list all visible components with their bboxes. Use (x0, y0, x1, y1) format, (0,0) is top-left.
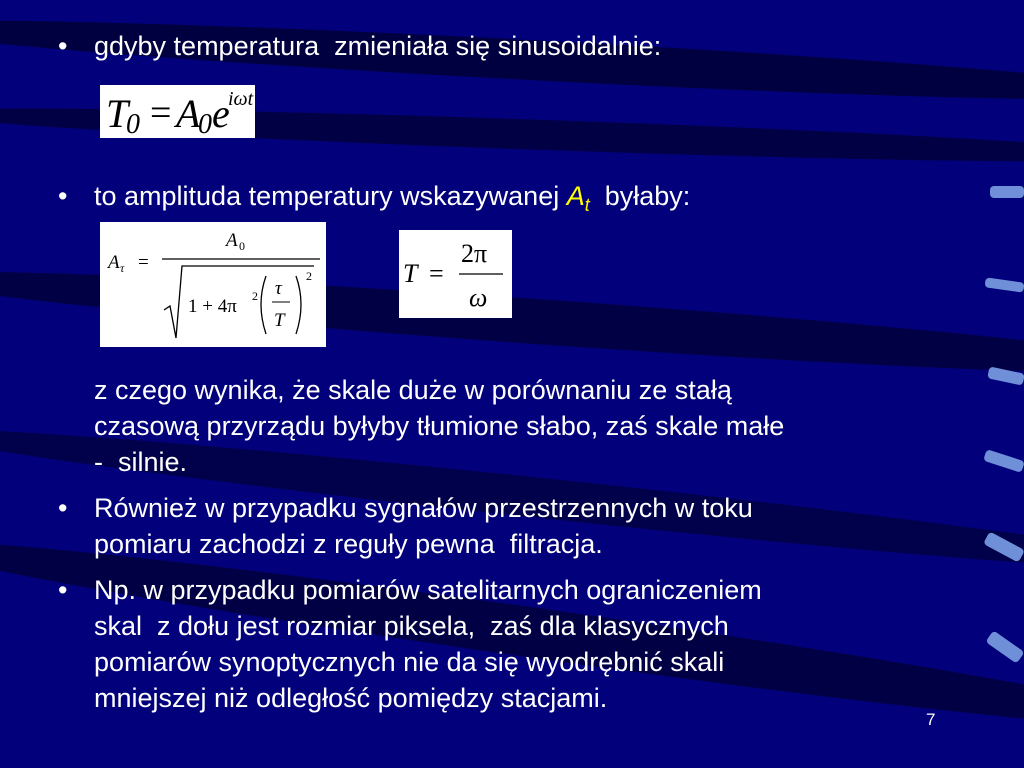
bullet-3-line: Również w przypadku sygnałów przestrzennych w toku (94, 493, 753, 523)
slide-number: 7 (926, 710, 936, 729)
bullet-4-line: mniejszej niż odległość pomiędzy stacjami. (94, 683, 608, 713)
formula-period (399, 230, 512, 318)
bullet-2-before: to amplituda temperatury wskazywanej (94, 181, 567, 211)
bullet-4-line: skal z dołu jest rozmiar piksela, zaś dla klasycznych (94, 611, 729, 641)
svg-text:0: 0 (239, 239, 245, 253)
bullet-marker: • (58, 31, 68, 61)
formula-amplitude (100, 222, 326, 347)
svg-text:ω: ω (469, 283, 488, 312)
bullet-1-text: gdyby temperatura zmieniała się sinusoidalnie: (94, 31, 662, 61)
svg-text:2: 2 (252, 289, 258, 303)
formula-1-graphic (100, 85, 255, 138)
formula-sinusoidal-temperature (100, 85, 255, 138)
paragraph-line: z czego wynika, że skale duże w porównaniu ze stałą (94, 375, 732, 405)
f1-eq: = (150, 92, 172, 134)
bullet-4-line: pomiarów synoptycznych nie da się wyodrębnić skali (94, 647, 725, 677)
svg-text:T: T (403, 259, 418, 288)
svg-text:=: = (138, 252, 149, 273)
formula-3-graphic (399, 230, 512, 318)
svg-text:2π: 2π (461, 239, 488, 268)
svg-text:e: e (212, 91, 230, 136)
background-accent (990, 186, 1024, 198)
f1-T: T (106, 91, 129, 136)
svg-text:T: T (274, 310, 285, 331)
svg-text:A: A (226, 230, 238, 251)
bullet-marker: • (58, 181, 68, 211)
bullet-4-line: Np. w przypadku pomiarów satelitarnych ograniczeniem (94, 575, 762, 605)
svg-text:τ: τ (120, 261, 125, 275)
background-accent (984, 277, 1024, 292)
svg-text:1 + 4π: 1 + 4π (188, 296, 237, 317)
f1-A: A (176, 91, 201, 136)
bullet-2-text (94, 180, 690, 221)
paragraph-line: czasową przyrządu byłyby tłumione słabo, zaś skale małe (94, 411, 785, 441)
svg-text:τ: τ (275, 278, 282, 299)
bullet-marker: • (58, 493, 68, 523)
background-accent (985, 630, 1024, 663)
f1-exp: iωt (228, 88, 254, 110)
bullet-3-line: pomiaru zachodzi z reguły pewna filtracja. (94, 529, 603, 559)
background-accent (983, 449, 1024, 473)
formula-2-graphic (100, 222, 326, 347)
paragraph-line: - silnie. (94, 447, 188, 477)
svg-text:=: = (429, 259, 444, 288)
svg-text:2: 2 (306, 269, 312, 283)
bullet-2-var: $A_t$ (566, 181, 590, 215)
bullet-2-after: byłaby: (589, 181, 691, 211)
bullet-marker: • (58, 575, 68, 605)
f1-sub: 0 (126, 109, 140, 138)
f1-sub2: 0 (198, 109, 212, 138)
svg-text:A: A (108, 252, 120, 273)
